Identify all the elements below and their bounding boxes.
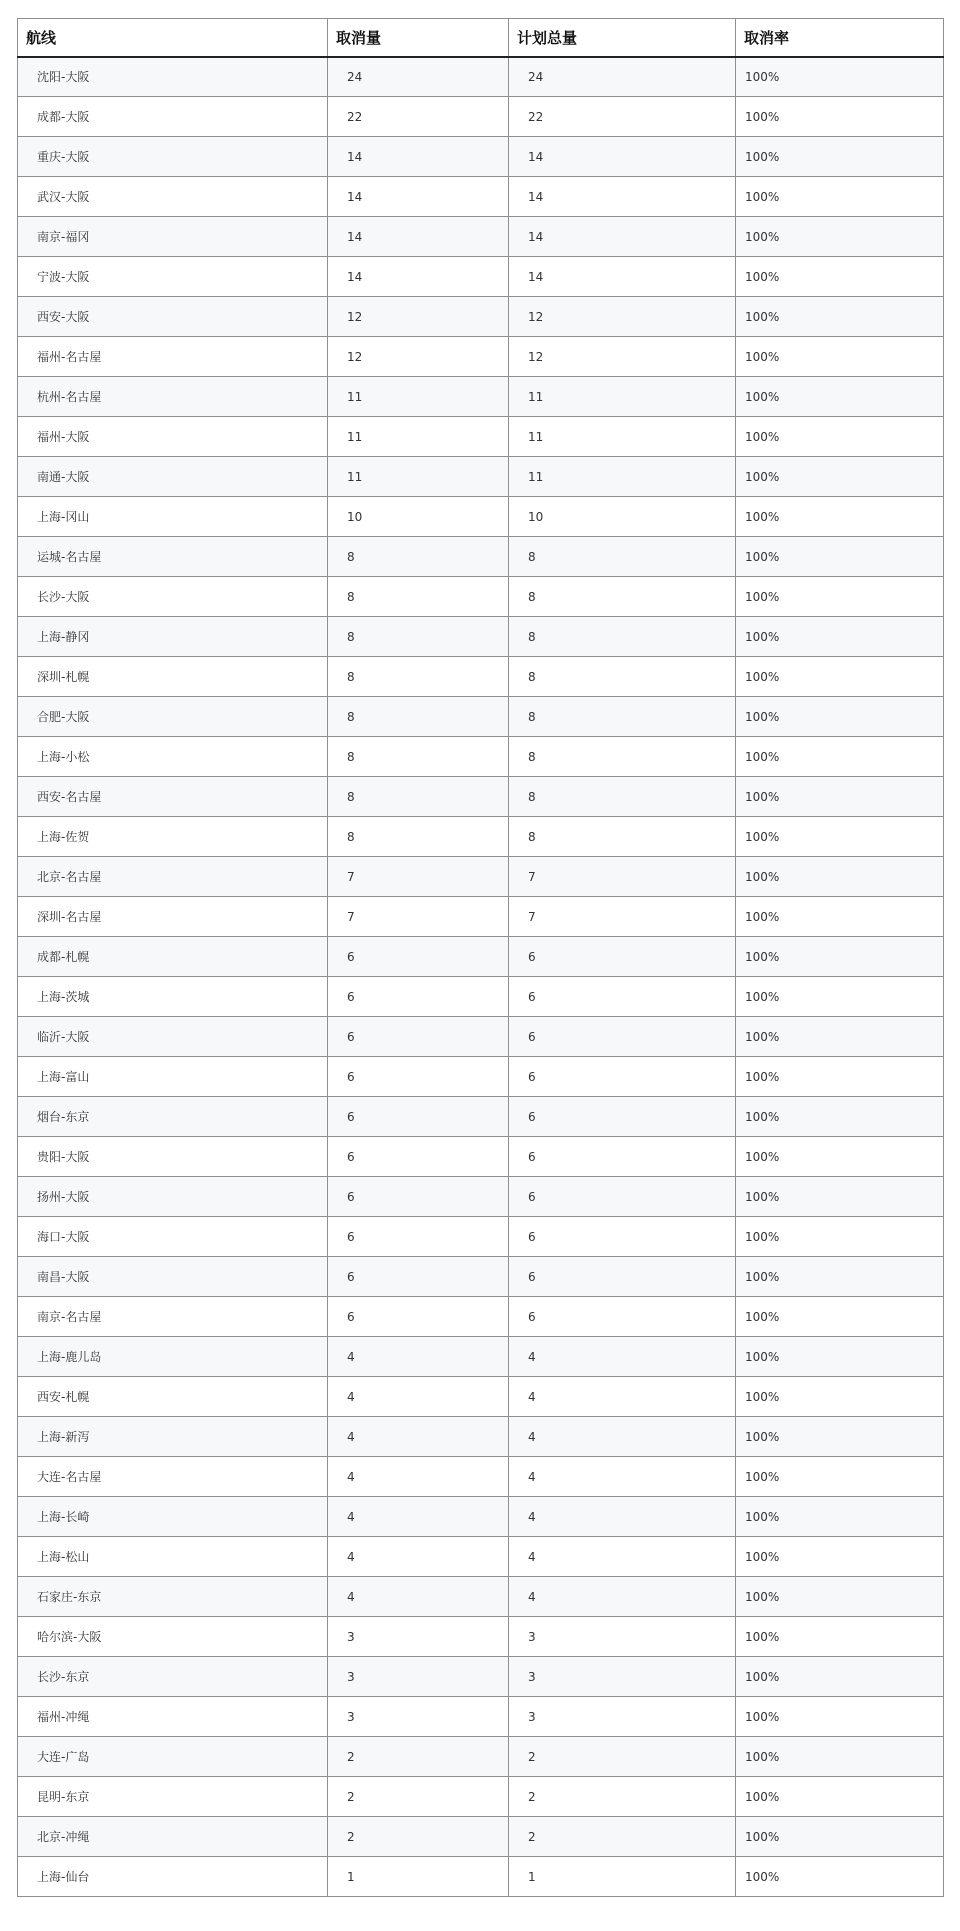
- header-cancellation-rate: 取消率: [736, 19, 944, 57]
- cell-cancelled-count: 10: [328, 497, 509, 537]
- cell-cancelled-count: 22: [328, 97, 509, 137]
- cell-planned-total: 4: [509, 1417, 736, 1457]
- table-row: [18, 897, 944, 937]
- cell-planned-total: 8: [509, 537, 736, 577]
- cell-cancellation-rate: 100%: [736, 1377, 944, 1417]
- cell-planned-total: 4: [509, 1377, 736, 1417]
- cell-cancelled-count: 6: [328, 1177, 509, 1217]
- cell-planned-total: 14: [509, 257, 736, 297]
- cell-cancellation-rate: 100%: [736, 937, 944, 977]
- cell-planned-total: 8: [509, 777, 736, 817]
- table-row: [18, 497, 944, 537]
- table-row: [18, 977, 944, 1017]
- cell-planned-total: 6: [509, 977, 736, 1017]
- table-row: [18, 1297, 944, 1337]
- cell-route: 上海-佐贺: [18, 817, 328, 857]
- cell-cancellation-rate: 100%: [736, 857, 944, 897]
- table-row: [18, 937, 944, 977]
- cell-route: 海口-大阪: [18, 1217, 328, 1257]
- cell-planned-total: 8: [509, 657, 736, 697]
- cancellation-table: [17, 18, 944, 1897]
- cell-cancelled-count: 14: [328, 177, 509, 217]
- cell-route: 贵阳-大阪: [18, 1137, 328, 1177]
- cell-route: 北京-名古屋: [18, 857, 328, 897]
- cell-cancelled-count: 3: [328, 1697, 509, 1737]
- cell-route: 上海-仙台: [18, 1857, 328, 1897]
- cell-planned-total: 6: [509, 1057, 736, 1097]
- cell-route: 长沙-大阪: [18, 577, 328, 617]
- cell-cancelled-count: 8: [328, 577, 509, 617]
- cell-planned-total: 10: [509, 497, 736, 537]
- table-row: [18, 417, 944, 457]
- cell-cancellation-rate: 100%: [736, 897, 944, 937]
- cell-cancellation-rate: 100%: [736, 177, 944, 217]
- cell-cancellation-rate: 100%: [736, 1177, 944, 1217]
- cell-cancellation-rate: 100%: [736, 657, 944, 697]
- table-row: [18, 1577, 944, 1617]
- cell-route: 西安-札幌: [18, 1377, 328, 1417]
- cell-cancellation-rate: 100%: [736, 1017, 944, 1057]
- table-row: [18, 737, 944, 777]
- cell-planned-total: 4: [509, 1497, 736, 1537]
- cell-planned-total: 6: [509, 1217, 736, 1257]
- cell-planned-total: 14: [509, 177, 736, 217]
- cell-cancelled-count: 4: [328, 1577, 509, 1617]
- cell-cancellation-rate: 100%: [736, 417, 944, 457]
- table-row: [18, 537, 944, 577]
- cell-cancellation-rate: 100%: [736, 1137, 944, 1177]
- cell-cancelled-count: 8: [328, 737, 509, 777]
- cell-planned-total: 2: [509, 1777, 736, 1817]
- cell-cancellation-rate: 100%: [736, 1257, 944, 1297]
- table-body: [18, 57, 944, 1897]
- cell-route: 西安-大阪: [18, 297, 328, 337]
- cell-cancellation-rate: 100%: [736, 497, 944, 537]
- cell-planned-total: 12: [509, 337, 736, 377]
- cell-cancelled-count: 8: [328, 817, 509, 857]
- table-row: [18, 1737, 944, 1777]
- table-row: [18, 217, 944, 257]
- cell-planned-total: 8: [509, 617, 736, 657]
- cell-route: 福州-大阪: [18, 417, 328, 457]
- cell-cancellation-rate: 100%: [736, 1097, 944, 1137]
- cell-route: 上海-冈山: [18, 497, 328, 537]
- cell-route: 合肥-大阪: [18, 697, 328, 737]
- table-row: [18, 1097, 944, 1137]
- cell-route: 成都-札幌: [18, 937, 328, 977]
- cell-planned-total: 11: [509, 457, 736, 497]
- cell-cancelled-count: 14: [328, 137, 509, 177]
- cell-cancelled-count: 6: [328, 977, 509, 1017]
- cell-planned-total: 14: [509, 137, 736, 177]
- cell-cancelled-count: 4: [328, 1457, 509, 1497]
- cell-route: 运城-名古屋: [18, 537, 328, 577]
- table-row: [18, 1697, 944, 1737]
- cell-route: 哈尔滨-大阪: [18, 1617, 328, 1657]
- table-row: [18, 97, 944, 137]
- cell-planned-total: 3: [509, 1617, 736, 1657]
- cell-cancellation-rate: 100%: [736, 1737, 944, 1777]
- cell-cancellation-rate: 100%: [736, 257, 944, 297]
- table-row: [18, 617, 944, 657]
- cell-cancelled-count: 1: [328, 1857, 509, 1897]
- cell-cancelled-count: 2: [328, 1737, 509, 1777]
- cell-planned-total: 6: [509, 1297, 736, 1337]
- header-route: 航线: [18, 19, 328, 57]
- cell-route: 大连-名古屋: [18, 1457, 328, 1497]
- cell-cancelled-count: 4: [328, 1417, 509, 1457]
- cell-cancellation-rate: 100%: [736, 1457, 944, 1497]
- cell-route: 临沂-大阪: [18, 1017, 328, 1057]
- cell-cancellation-rate: 100%: [736, 617, 944, 657]
- cell-route: 福州-名古屋: [18, 337, 328, 377]
- cell-planned-total: 8: [509, 817, 736, 857]
- cell-cancelled-count: 6: [328, 1017, 509, 1057]
- table-row: [18, 337, 944, 377]
- cell-cancelled-count: 8: [328, 697, 509, 737]
- cell-cancelled-count: 2: [328, 1817, 509, 1857]
- cell-cancelled-count: 4: [328, 1537, 509, 1577]
- cell-route: 深圳-名古屋: [18, 897, 328, 937]
- cell-route: 南通-大阪: [18, 457, 328, 497]
- table-row: [18, 857, 944, 897]
- cell-route: 上海-新泻: [18, 1417, 328, 1457]
- table-row: [18, 57, 944, 97]
- cell-route: 扬州-大阪: [18, 1177, 328, 1217]
- cell-cancellation-rate: 100%: [736, 1337, 944, 1377]
- table-row: [18, 1457, 944, 1497]
- cell-route: 昆明-东京: [18, 1777, 328, 1817]
- cell-cancellation-rate: 100%: [736, 777, 944, 817]
- cell-route: 上海-茨城: [18, 977, 328, 1017]
- cell-cancellation-rate: 100%: [736, 537, 944, 577]
- cell-cancelled-count: 6: [328, 1097, 509, 1137]
- cell-route: 杭州-名古屋: [18, 377, 328, 417]
- cell-cancelled-count: 12: [328, 337, 509, 377]
- cell-route: 西安-名古屋: [18, 777, 328, 817]
- cell-cancellation-rate: 100%: [736, 1697, 944, 1737]
- table-row: [18, 1337, 944, 1377]
- cell-route: 福州-冲绳: [18, 1697, 328, 1737]
- table-row: [18, 657, 944, 697]
- cell-route: 上海-鹿儿岛: [18, 1337, 328, 1377]
- cell-cancelled-count: 11: [328, 417, 509, 457]
- table-row: [18, 1617, 944, 1657]
- cell-route: 上海-富山: [18, 1057, 328, 1097]
- cell-cancelled-count: 6: [328, 1137, 509, 1177]
- cell-cancelled-count: 14: [328, 257, 509, 297]
- cell-cancelled-count: 2: [328, 1777, 509, 1817]
- cell-cancelled-count: 8: [328, 617, 509, 657]
- cell-planned-total: 3: [509, 1697, 736, 1737]
- cell-cancellation-rate: 100%: [736, 1817, 944, 1857]
- cell-planned-total: 14: [509, 217, 736, 257]
- cell-cancelled-count: 4: [328, 1377, 509, 1417]
- header-cancelled-count: 取消量: [328, 19, 509, 57]
- cell-cancelled-count: 7: [328, 897, 509, 937]
- cell-cancellation-rate: 100%: [736, 1777, 944, 1817]
- cell-planned-total: 2: [509, 1817, 736, 1857]
- cell-cancellation-rate: 100%: [736, 1497, 944, 1537]
- cell-cancelled-count: 6: [328, 1057, 509, 1097]
- cell-cancelled-count: 8: [328, 777, 509, 817]
- cell-cancellation-rate: 100%: [736, 377, 944, 417]
- cell-route: 上海-长崎: [18, 1497, 328, 1537]
- cell-cancelled-count: 3: [328, 1657, 509, 1697]
- cell-planned-total: 6: [509, 1017, 736, 1057]
- table-row: [18, 377, 944, 417]
- cell-cancellation-rate: 100%: [736, 1297, 944, 1337]
- cell-route: 南京-福冈: [18, 217, 328, 257]
- cell-planned-total: 6: [509, 1177, 736, 1217]
- cell-cancelled-count: 6: [328, 937, 509, 977]
- table-row: [18, 1817, 944, 1857]
- cell-cancelled-count: 8: [328, 537, 509, 577]
- cell-route: 成都-大阪: [18, 97, 328, 137]
- cell-cancellation-rate: 100%: [736, 457, 944, 497]
- cell-route: 上海-松山: [18, 1537, 328, 1577]
- cell-cancelled-count: 12: [328, 297, 509, 337]
- cell-planned-total: 8: [509, 737, 736, 777]
- cell-planned-total: 12: [509, 297, 736, 337]
- cell-cancelled-count: 11: [328, 457, 509, 497]
- cell-planned-total: 4: [509, 1577, 736, 1617]
- cell-cancellation-rate: 100%: [736, 1577, 944, 1617]
- table-row: [18, 1017, 944, 1057]
- table-row: [18, 817, 944, 857]
- cell-planned-total: 6: [509, 1137, 736, 1177]
- table-row: [18, 137, 944, 177]
- table-row: [18, 457, 944, 497]
- table-row: [18, 297, 944, 337]
- cell-cancelled-count: 4: [328, 1497, 509, 1537]
- cell-planned-total: 4: [509, 1537, 736, 1577]
- cell-planned-total: 6: [509, 1257, 736, 1297]
- cell-planned-total: 6: [509, 1097, 736, 1137]
- cell-planned-total: 7: [509, 857, 736, 897]
- table-row: [18, 577, 944, 617]
- cell-cancellation-rate: 100%: [736, 577, 944, 617]
- cell-planned-total: 4: [509, 1337, 736, 1377]
- cell-route: 重庆-大阪: [18, 137, 328, 177]
- cell-planned-total: 6: [509, 937, 736, 977]
- cell-cancellation-rate: 100%: [736, 737, 944, 777]
- cell-cancellation-rate: 100%: [736, 697, 944, 737]
- table-row: [18, 1377, 944, 1417]
- cell-planned-total: 3: [509, 1657, 736, 1697]
- cell-planned-total: 4: [509, 1457, 736, 1497]
- cell-planned-total: 11: [509, 417, 736, 457]
- cell-cancellation-rate: 100%: [736, 217, 944, 257]
- cell-route: 南京-名古屋: [18, 1297, 328, 1337]
- table-row: [18, 257, 944, 297]
- cell-planned-total: 11: [509, 377, 736, 417]
- cell-cancellation-rate: 100%: [736, 1217, 944, 1257]
- cell-cancelled-count: 6: [328, 1257, 509, 1297]
- cell-cancellation-rate: 100%: [736, 977, 944, 1017]
- cell-cancelled-count: 8: [328, 657, 509, 697]
- cell-cancellation-rate: 100%: [736, 1417, 944, 1457]
- cell-cancellation-rate: 100%: [736, 57, 944, 97]
- cell-cancellation-rate: 100%: [736, 817, 944, 857]
- cell-cancelled-count: 7: [328, 857, 509, 897]
- cell-planned-total: 7: [509, 897, 736, 937]
- cell-route: 上海-静冈: [18, 617, 328, 657]
- cell-route: 石家庄-东京: [18, 1577, 328, 1617]
- table-row: [18, 697, 944, 737]
- table-row: [18, 1137, 944, 1177]
- cell-cancelled-count: 11: [328, 377, 509, 417]
- cell-planned-total: 8: [509, 697, 736, 737]
- table-row: [18, 1497, 944, 1537]
- cell-cancelled-count: 6: [328, 1217, 509, 1257]
- cell-route: 沈阳-大阪: [18, 57, 328, 97]
- cell-cancellation-rate: 100%: [736, 1057, 944, 1097]
- cell-route: 长沙-东京: [18, 1657, 328, 1697]
- header-planned-total: 计划总量: [509, 19, 736, 57]
- cell-cancellation-rate: 100%: [736, 1617, 944, 1657]
- header-row: [18, 19, 944, 57]
- table-row: [18, 777, 944, 817]
- table-row: [18, 1657, 944, 1697]
- cell-planned-total: 22: [509, 97, 736, 137]
- cell-route: 北京-冲绳: [18, 1817, 328, 1857]
- table-row: [18, 1777, 944, 1817]
- cell-cancellation-rate: 100%: [736, 137, 944, 177]
- cell-planned-total: 8: [509, 577, 736, 617]
- cell-route: 武汉-大阪: [18, 177, 328, 217]
- cell-cancellation-rate: 100%: [736, 1537, 944, 1577]
- cell-route: 烟台-东京: [18, 1097, 328, 1137]
- cell-route: 南昌-大阪: [18, 1257, 328, 1297]
- cell-route: 宁波-大阪: [18, 257, 328, 297]
- table-header: [18, 19, 944, 57]
- cell-cancellation-rate: 100%: [736, 337, 944, 377]
- cell-cancelled-count: 24: [328, 57, 509, 97]
- table-row: [18, 177, 944, 217]
- cell-cancellation-rate: 100%: [736, 1657, 944, 1697]
- cell-cancelled-count: 4: [328, 1337, 509, 1377]
- table-row: [18, 1177, 944, 1217]
- cell-cancelled-count: 6: [328, 1297, 509, 1337]
- cell-cancelled-count: 3: [328, 1617, 509, 1657]
- cell-cancelled-count: 14: [328, 217, 509, 257]
- cell-planned-total: 24: [509, 57, 736, 97]
- table-row: [18, 1417, 944, 1457]
- cell-cancellation-rate: 100%: [736, 297, 944, 337]
- cancellation-table-container: [17, 18, 943, 1897]
- table-row: [18, 1857, 944, 1897]
- table-row: [18, 1217, 944, 1257]
- table-row: [18, 1057, 944, 1097]
- cell-route: 深圳-札幌: [18, 657, 328, 697]
- table-row: [18, 1257, 944, 1297]
- table-row: [18, 1537, 944, 1577]
- cell-route: 大连-广岛: [18, 1737, 328, 1777]
- cell-cancellation-rate: 100%: [736, 1857, 944, 1897]
- cell-cancellation-rate: 100%: [736, 97, 944, 137]
- cell-route: 上海-小松: [18, 737, 328, 777]
- cell-planned-total: 2: [509, 1737, 736, 1777]
- cell-planned-total: 1: [509, 1857, 736, 1897]
